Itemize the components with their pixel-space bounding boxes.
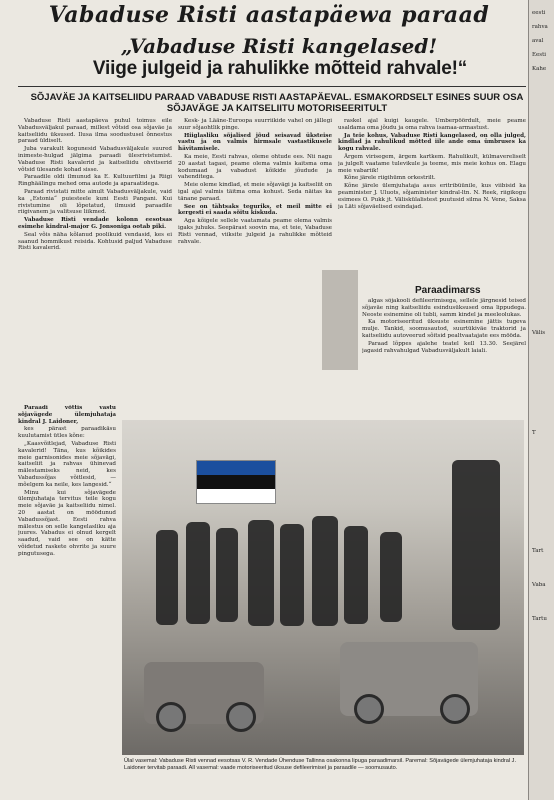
section-heading: Paraadi võttis vastu sõjavägede ülemjuhataja kindral J. Laidoner, (18, 405, 116, 425)
paragraph: Ka meie, Eesti rahvas, oleme ohtude ees. Nii nagu 20 aastat tagasi, peame olema valmis kaitsma oma kodumaad ja vabadust kõikide jõudude ja vahenditega. (178, 153, 332, 181)
parade-photo (122, 420, 524, 755)
article-deck: SÕJAVÄE JA KAITSELIIDU PARAAD VABADUSE RISTI AASTAPÄEVAL. ESMAKORDSELT ESINES SUUR OSA SÕJAVÄGE JA KAITSELIITU MOTORISEERITULT (30, 92, 524, 114)
sidebar-text: rahva (532, 24, 548, 30)
sidebar-text: Tartu (532, 616, 547, 622)
soldier-figure (186, 522, 210, 624)
headline-rule (18, 86, 526, 87)
paragraph: Aga kõigele sellele vaatamata peame olema valmis igaks juhuks. Seepärast soovin ma, et teie, Vabaduse Risti vennad, viiksite julgeid ja rahulikke mõtteid rahvale. (178, 218, 332, 245)
soldier-figure (156, 530, 178, 625)
paragraph: Paraad rivistati mitte ainult Vabadusväljakule, vaid ka „Estonia“ puiesteele kuni Eesti Pangani. Kui rivistumine oli lõpetatud, ilmusid paraadile riigivanem ja valitsuse liikmed. (18, 188, 172, 216)
wheel-icon (354, 694, 384, 724)
wheel-icon (156, 702, 186, 732)
sidebar-text: eesti (532, 10, 546, 16)
main-headline: Vabaduse Risti aastapäewa paraad (48, 2, 490, 28)
paragraph: Vabaduse Risti aastapäeva puhul toimus eile Vabadusväljakul paraad, millest võtsid osa sõjaväe ja kaitseliidu üksused. Ilusa ilma soodustusel õnnestus paraad üldiselt. (18, 118, 172, 145)
article-column-3 (338, 118, 526, 268)
soldier-figure (248, 520, 274, 626)
article-column-2 (178, 118, 332, 390)
soldier-figure (280, 524, 304, 626)
headline-quote: „Vabaduse Risti kangelased! (120, 34, 438, 58)
section-title: Paraadimarss (415, 285, 481, 296)
side-photo (322, 270, 358, 370)
bold-paragraph: Ja teie kohus, Vabaduse Risti kangelased, on olla julged, kindlad ja rahulikud mõtted iile ande oma ümbruses ka kogu rahvale. (338, 132, 526, 153)
paragraph: Meie oleme kindlad, et meie sõjavägi ja kaitseliit on igal ajal valmis täitma oma kohust. Seda näitas ka tänane paraad. (178, 182, 332, 202)
soldier-figure (380, 532, 402, 622)
article-column-1b (18, 405, 116, 777)
paragraph: Minu kui sõjavägede ülemjuhataja tervitus teile kogu meie sõjaväe ja kaitseliidu nimel. 20 aastat on möödunud Vabadussõjast. Eesti rahva mälestus on selle kangelasliku aja juures. Vabadus ei olnud kergelt saadud, vaid see on kätte võidetud raskete ohvrite ja suure pingutusega. (18, 489, 116, 557)
sidebar-text: Eesti (532, 52, 547, 58)
paragraph: kes pärast paraadikäsu kuulutamist ütles kõne: (18, 426, 116, 440)
paragraph: „Kaasvõitlejad, Vabaduse Risti kavalerid! Täna, kus kõikides meie garnisonides meie sõjavägi, kaitseliit ja rahvas ühinevad mälestamiseks neid, kes Vabadussõjas võitlesid, — mõelgem ka neile, kes langesid.“ (18, 440, 116, 488)
paragraph: Ka motoriseeritud üksuste esinemine jättis tugeva mulje. Tankid, soomusautod, suurtükiväe traktorid ja kaitseliidu autoveerud sõitsid pealtvaatajate ees mööda. (362, 319, 526, 339)
bold-paragraph: See on tähtsaks teguriks, et meil mitte ei kergesti ei saada sõitu kiskuda. (178, 203, 332, 217)
photo-caption: Ülal vasemal: Vabaduse Risti vennad eesotsas V. R. Vendade Ühenduse Tallinna osakonna lipuga paraadimarsil. Paremal: Sõjavägede ülemjuhataja kindral J. Laidoner tervitab paraadi. All vasemal: vaade motoriseeritud üksuse defileerimisel ja paraadile — soomusauto. (124, 758, 517, 771)
paragraph: Ärgem virisegem, ärgem kartkem. Rahulikult, külmavereliselt ja julgelt vaatame tulevikule ja teeme, mis meie kohus on. Elagu meie vabariik! (338, 153, 526, 174)
paragraph: raskel ajal kuigi kaugele. Ümberpöördult, meie peame usaldama oma jõudu ja oma rahva isamaa-armastust. (338, 118, 526, 131)
soldier-figure (312, 516, 338, 626)
article-column-1 (18, 118, 172, 403)
flag-icon (196, 460, 276, 504)
headline-subtitle: Viige julgeid ja rahulikke mõtteid rahvale!“ (92, 58, 468, 79)
adjacent-article-sidebar (528, 0, 554, 800)
sidebar-text: Vaba (532, 582, 546, 588)
bold-paragraph: Hiiglasliku sõjalised jõud seisavad üksteise vastu ja on valmis hirmsale vastastikusele hävitamisele. (178, 132, 332, 153)
paragraph: Paraad lõppes ajalehe teatel kell 13.30. Seejärel jagasid rahvahulgad Vabadusväljakult laiali. (362, 340, 526, 354)
sidebar-text: Välis (532, 330, 546, 336)
paragraph: algas sõjakooli defileerimisega, sellele järgnesid teised sõjaväe ning kaitseliidu esindusüksused oma lippudega. Neoste esinemine oli tubli, samm kindel ja meeleolukas. (362, 298, 526, 318)
sidebar-text: Tart (532, 548, 544, 554)
soldier-figure (344, 526, 368, 624)
sidebar-text: Kahe (532, 66, 547, 72)
paragraph: Kõne järele riigihümn orkestrilt. (344, 175, 436, 182)
sidebar-text: aval (532, 38, 544, 44)
general-figure (452, 460, 500, 630)
bold-paragraph: Vabaduse Risti vendade kolonn eesotsas esimehe kindral-major G. Jonsoniga ootab piki. (18, 217, 172, 230)
wheel-icon (226, 702, 256, 732)
soldier-figure (216, 528, 238, 622)
paragraph: Kõne järele ülemjuhataja asus eritribüünile, kus viibisid ka peaminister J. Uluots, sõjaminister kindral-ltn. N. Reek, riigikogu esimees O. Pukk jt. Väliskülalistest puutusid silma N. Vene, Saksa ja Läti sõjaväelised esindajad. (338, 183, 526, 210)
paragraph: Paraadile oldi ilmunud ka E. Kultuurfilmi ja Riigi Ringhäälingu mehed oma autode ja aparaatidega. (18, 174, 172, 188)
sidebar-text: T (532, 430, 536, 436)
paragraph: Kesk- ja Lääne-Euroopa suurriikide vahel on jällegi suur sõjaohtlik pinge. (178, 118, 332, 131)
wheel-icon (440, 694, 470, 724)
paragraph: Juba varakult kogunesid Vabadusväljakule suured inimeste-hulgad jälgima paraadi ülesrivistumist. Vabaduse Risti kavalerid ja kaitseliidu ohvitserid võtsid ülesande kohad sisse. (18, 146, 172, 173)
paragraph: Seal võis näha kõlanud poolikuid vendasid, kes ei saanud hommikust reisida. Kohtusid paljud Vabaduse Risti kavalerid. (18, 231, 172, 252)
